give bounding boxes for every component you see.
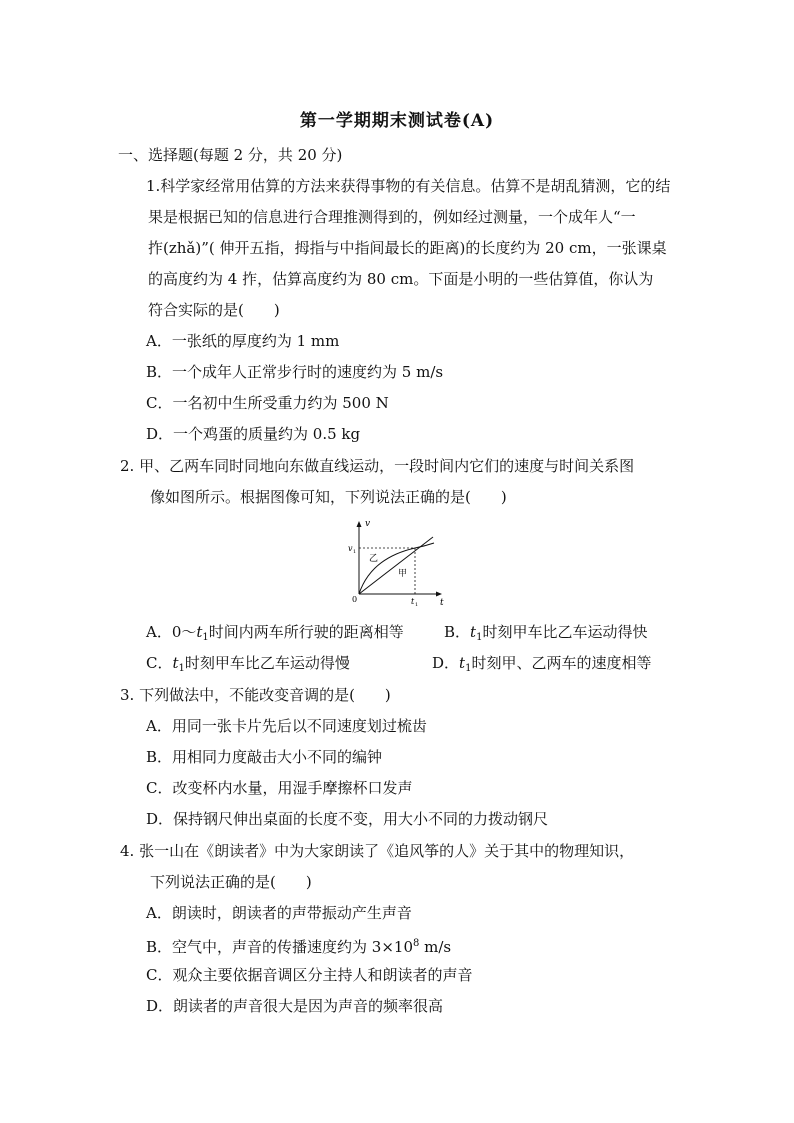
question-3-option-d: D．保持钢尺伸出桌面的长度不变，用大小不同的力拨动钢尺 — [146, 810, 549, 828]
question-4-option-b: B．空气中，声音的传播速度约为 $3\times 10^8$ m/s — [146, 938, 452, 956]
question-2-option-a: A．$0\sim t_1$时间内两车所行驶的距离相等 — [146, 623, 404, 643]
question-1-option-b: B．一个成年人正常步行时的速度约为 5 m/s — [146, 363, 444, 381]
question-4-line-1: 4. 张一山在《朗读者》中为大家朗读了《追风筝的人》关于其中的物理知识， — [120, 842, 635, 860]
question-4-option-c: C．观众主要依据音调区分主持人和朗读者的声音 — [146, 966, 473, 984]
question-1-option-d: D．一个鸡蛋的质量约为 0.5 kg — [146, 425, 361, 443]
velocity-time-graph — [345, 518, 447, 610]
question-1-option-c: C．一名初中生所受重力约为 500 N — [146, 394, 389, 412]
question-1-line-5: 符合实际的是( ) — [148, 301, 280, 319]
question-3-stem: 3. 下列做法中，不能改变音调的是( ) — [120, 686, 391, 704]
v-axis-arrow-icon — [357, 521, 362, 527]
question-2-line-2: 像如图所示。根据图像可知，下列说法正确的是( ) — [150, 488, 507, 506]
t-axis-label: t — [440, 598, 444, 608]
origin-label: 0 — [352, 595, 358, 604]
question-4-option-a: A．朗读时，朗读者的声带振动产生声音 — [146, 904, 412, 922]
t-axis-arrow-icon — [436, 592, 442, 597]
question-4-option-d: D．朗读者的声音很大是因为声音的频率很高 — [146, 997, 444, 1015]
question-3-option-a: A．用同一张卡片先后以不同速度划过梳齿 — [146, 717, 427, 735]
v1-subscript: 1 — [353, 549, 357, 555]
jia-label: 甲 — [398, 569, 408, 579]
question-1-line-4: 的高度约为 4 拃，估算高度约为 80 cm。下面是小明的一些估算值，你认为 — [148, 270, 654, 288]
section-heading: 一、选择题(每题 2 分，共 20 分) — [118, 146, 343, 164]
v-axis-label: v — [365, 519, 371, 529]
question-2-option-c: C．$t_1$时刻甲车比乙车运动得慢 — [146, 654, 350, 674]
question-4-line-2: 下列说法正确的是( ) — [150, 873, 312, 891]
question-1-line-2: 果是根据已知的信息进行合理推测得到的，例如经过测量，一个成年人“一 — [148, 208, 636, 226]
yi-curve — [359, 543, 434, 594]
yi-label: 乙 — [369, 554, 379, 564]
question-2-option-b: B．$t_1$时刻甲车比乙车运动得快 — [444, 623, 648, 643]
question-1-line-1: 1.科学家经常用估算的方法来获得事物的有关信息。估算不是胡乱猜测，它的结 — [146, 177, 671, 195]
question-1-line-3: 拃(zhǎ)”( 伸开五指，拇指与中指间最长的距离)的长度约为 20 cm，一张课桌 — [148, 239, 667, 257]
page-title: 第一学期期末测试卷(A) — [299, 111, 495, 131]
question-1-option-a: A．一张纸的厚度约为 1 mm — [146, 332, 340, 350]
question-3-option-c: C．改变杯内水量，用湿手摩擦杯口发声 — [146, 779, 413, 797]
t1-label: t — [411, 597, 415, 606]
jia-line — [359, 537, 433, 594]
question-3-option-b: B．用相同力度敲击大小不同的编钟 — [146, 748, 383, 766]
question-2-line-1: 2. 甲、乙两车同时同地向东做直线运动，一段时间内它们的速度与时间关系图 — [120, 457, 635, 475]
question-2-option-d: D．$t_1$时刻甲、乙两车的速度相等 — [432, 654, 652, 674]
t1-subscript: 1 — [415, 602, 419, 608]
v1-label: v — [348, 544, 353, 553]
